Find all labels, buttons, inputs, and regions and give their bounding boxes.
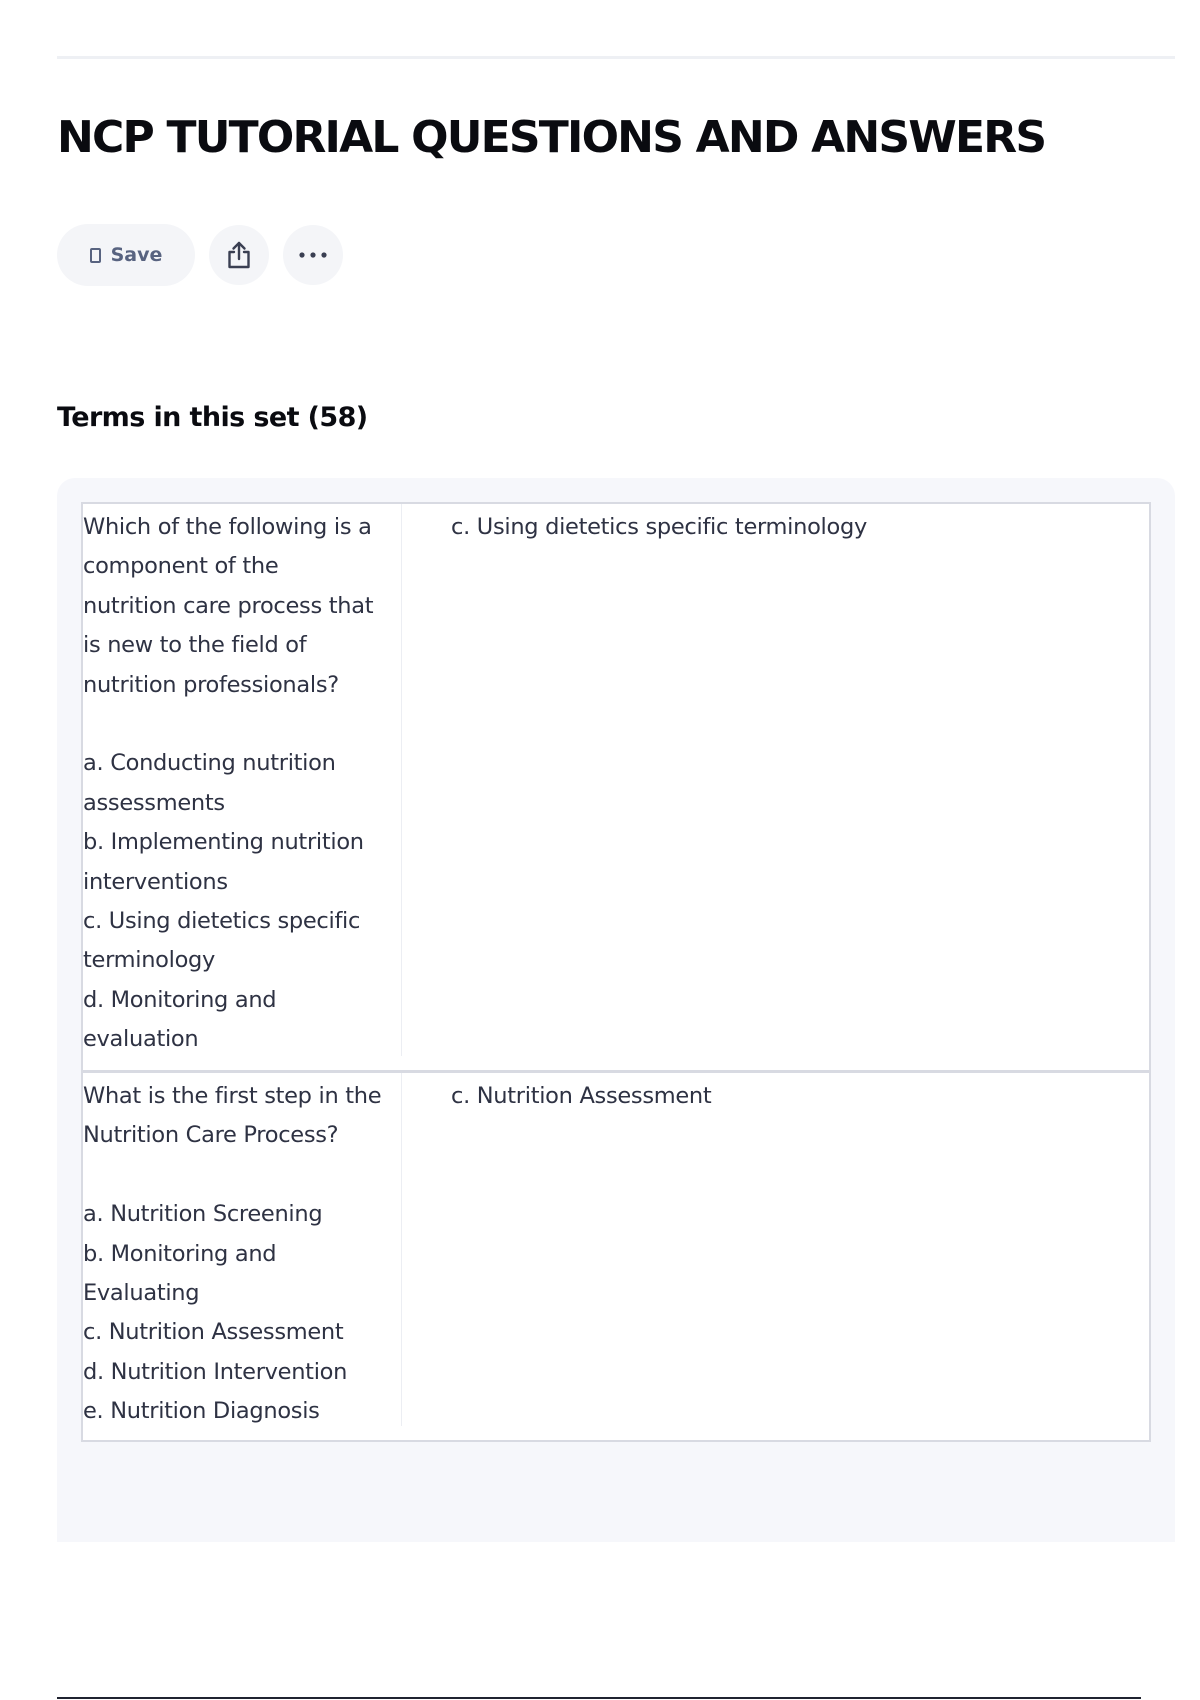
- bottom-divider: [57, 1697, 1141, 1699]
- more-icon: [298, 251, 328, 259]
- terms-heading: Terms in this set (58): [57, 402, 368, 433]
- more-options-button[interactable]: [283, 225, 343, 285]
- term-text: What is the first step in the Nutrition Care Process? a. Nutrition Screening b. Monitoring and Evaluating c. Nutrition Assessment d. Nutrition Intervention e. Nutrition Diagnosis: [83, 1083, 382, 1425]
- term-card[interactable]: [81, 502, 1151, 1072]
- save-button[interactable]: [57, 224, 195, 286]
- column-divider: [401, 504, 402, 1056]
- top-divider: [57, 56, 1175, 59]
- share-icon: [226, 240, 252, 270]
- bookmark-icon: [90, 248, 101, 263]
- column-divider: [401, 1073, 402, 1426]
- term-text: Which of the following is a component of the nutrition care process that is new to the field of nutrition professionals? a. Conducting nutrition assessments b. Implementing nutrition interventions c. Using dietetics specific terminology d. Monitoring and evaluation: [83, 514, 374, 1053]
- term-card[interactable]: [81, 1071, 1151, 1442]
- definition-text: c. Using dietetics specific terminology: [451, 514, 867, 540]
- save-button-label: Save: [110, 244, 163, 266]
- action-bar: [57, 224, 343, 286]
- definition-text: c. Nutrition Assessment: [451, 1083, 712, 1109]
- terms-list: [57, 478, 1175, 1542]
- share-button[interactable]: [209, 225, 269, 285]
- page-title: NCP TUTORIAL QUESTIONS AND ANSWERS: [57, 112, 1046, 163]
